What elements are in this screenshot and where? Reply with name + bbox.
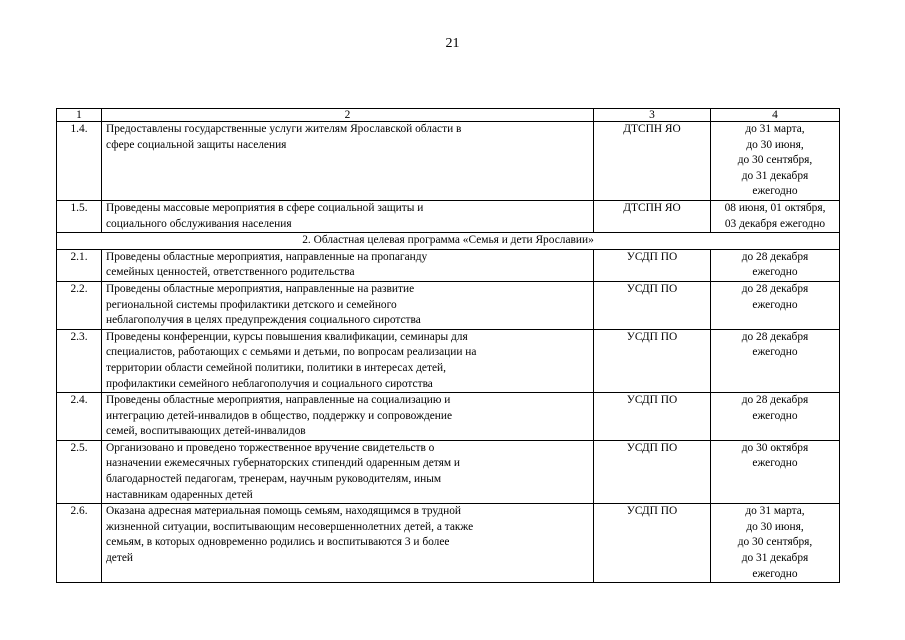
table-row [57,440,840,503]
cell-line: неблагополучия в целях предупреждения социального сиротства [106,314,421,327]
activity-description [102,504,594,583]
executor: УСДП ПО [594,393,711,441]
table-row [57,504,840,583]
activity-description [102,329,594,392]
cell-line: до 31 марта, [745,123,805,135]
table-body [57,109,840,583]
cell-line: жизненной ситуации, воспитывающим несовершеннолетних детей, а также [106,520,474,533]
cell-line: детей [106,552,133,565]
cell-line: до 28 декабря [741,394,809,407]
cell-line: до 30 сентября, [737,154,813,167]
table-row [57,200,840,232]
table-row [57,122,840,201]
table-row [57,249,840,281]
cell-line: назначении ежемесячных губернаторских стипендий одаренным детям и [106,457,461,470]
cell-line: сфере социальной защиты населения [106,138,287,151]
table-row [57,281,840,329]
activity-description [102,249,594,281]
executor: УСДП ПО [594,249,711,281]
cell-line: наставникам одаренных детей [106,488,253,501]
column-header: 2 [102,109,594,122]
cell-line: ежегодно [752,567,798,580]
cell-line: специалистов, работающих с семьями и детьми, по вопросам реализации на [106,346,477,359]
cell-line: территории области семейной политики, политики в интересах детей, [106,361,446,374]
cell-line: Проведены массовые мероприятия в сфере социальной защиты и [106,201,424,214]
table-row [57,329,840,392]
deadline [711,281,840,329]
executor: УСДП ПО [594,440,711,503]
row-number: 2.5. [57,440,102,503]
column-header: 3 [594,109,711,122]
cell-line: ежегодно [752,346,798,359]
page-number: 21 [445,36,460,51]
cell-line: до 30 октября [741,441,809,454]
cell-line: ежегодно [752,298,798,311]
row-number: 2.1. [57,249,102,281]
deadline [711,249,840,281]
cell-line: профилактики семейного неблагополучия и социального сиротства [106,377,433,390]
column-header: 4 [711,109,840,122]
cell-line: Проведены областные мероприятия, направленные на развитие [106,282,415,295]
section-row [57,233,840,250]
row-number: 1.5. [57,200,102,232]
cell-line: до 28 декабря [741,330,809,343]
deadline [711,440,840,503]
deadline [711,504,840,583]
row-number: 2.4. [57,393,102,441]
deadline [711,329,840,392]
executor: УСДП ПО [594,329,711,392]
cell-line: до 28 декабря [741,282,809,295]
activity-description [102,440,594,503]
executor: УСДП ПО [594,281,711,329]
table-header-row [57,109,840,122]
cell-line: ежегодно [752,185,798,198]
row-number: 2.3. [57,329,102,392]
deadline [711,393,840,441]
cell-line: 08 июня, 01 октября, [724,201,826,214]
cell-line: до 31 декабря [741,169,809,182]
cell-line: до 30 июня, [746,520,804,533]
column-header: 1 [57,109,102,122]
activity-description [102,200,594,232]
activity-description [102,122,594,201]
section-title: 2. Областная целевая программа «Семья и дети Ярославии» [57,233,840,250]
cell-line: Предоставлены государственные услуги жителям Ярославской области в [106,123,462,135]
activity-description [102,281,594,329]
cell-line: интеграцию детей-инвалидов в общество, поддержку и сопровождение [106,409,453,422]
cell-line: Организовано и проведено торжественное вручение свидетельств о [106,441,435,454]
deadline [711,122,840,201]
cell-line: Проведены областные мероприятия, направленные на пропаганду [106,250,428,263]
executor: ДТСПН ЯО [594,122,711,201]
cell-line: благодарностей педагогам, тренерам, научным руководителям, иным [106,473,442,486]
cell-line: семейных ценностей, ответственного родительства [106,266,355,279]
table-row [57,393,840,441]
cell-line: Проведены областные мероприятия, направленные на социализацию и [106,394,451,407]
cell-line: ежегодно [752,266,798,279]
cell-line: социального обслуживания населения [106,217,292,230]
executor: ДТСПН ЯО [594,200,711,232]
cell-line: ежегодно [752,409,798,422]
cell-line: региональной системы профилактики детского и семейного [106,298,397,311]
cell-line: до 30 июня, [746,138,804,151]
row-number: 2.6. [57,504,102,583]
executor: УСДП ПО [594,504,711,583]
cell-line: ежегодно [752,457,798,470]
row-number: 2.2. [57,281,102,329]
cell-line: до 28 декабря [741,250,809,263]
cell-line: до 30 сентября, [737,536,813,549]
cell-line: Оказана адресная материальная помощь семьям, находящимся в трудной [106,505,462,518]
cell-line: 03 декабря ежегодно [724,217,826,230]
row-number: 1.4. [57,122,102,201]
activity-description [102,393,594,441]
cell-line: семей, воспитывающих детей-инвалидов [106,425,306,438]
plan-table [56,108,840,583]
cell-line: до 31 декабря [741,552,809,565]
cell-line: семьям, в которых одновременно родились и воспитываются 3 и более [106,536,450,549]
deadline [711,200,840,232]
cell-line: до 31 марта, [745,505,805,518]
cell-line: Проведены конференции, курсы повышения квалификации, семинары для [106,330,468,343]
